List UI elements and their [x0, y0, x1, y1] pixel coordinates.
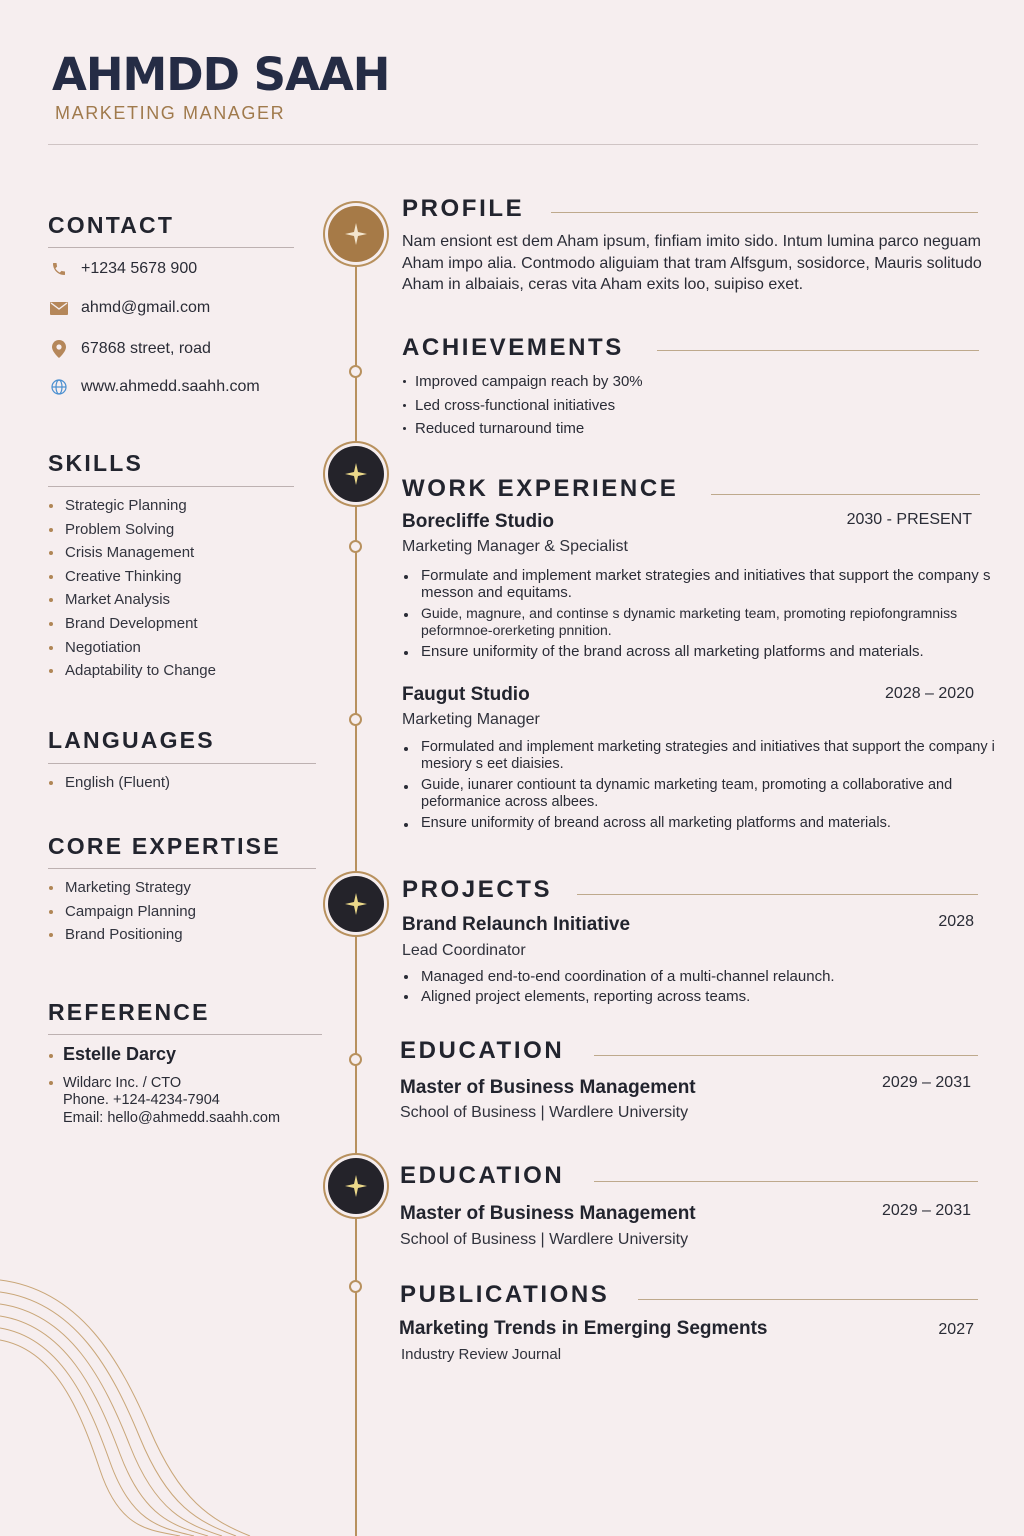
- skill-item: Creative Thinking: [48, 565, 216, 589]
- languages-heading: LANGUAGES: [48, 727, 215, 753]
- skill-item: Brand Development: [48, 612, 216, 636]
- reference-company: Wildarc Inc. / CTO: [48, 1074, 181, 1092]
- timeline-node-projects: [328, 876, 384, 932]
- timeline-node-profile: [328, 206, 384, 262]
- publications-divider: [638, 1299, 978, 1300]
- education-degree: Master of Business Management: [400, 1077, 696, 1098]
- education-heading: EDUCATION: [400, 1162, 565, 1189]
- project-bullet: Managed end-to-end coordination of a multi-channel relaunch.: [402, 967, 835, 987]
- achievement-item: Led cross-functional initiatives: [402, 394, 643, 418]
- project-bullet: Aligned project elements, reporting across teams.: [402, 987, 835, 1007]
- timeline-dot: [349, 365, 362, 378]
- skill-item: Market Analysis: [48, 588, 216, 612]
- education-dates: 2029 – 2031: [882, 1074, 971, 1091]
- job-company: Borecliffe Studio: [402, 511, 555, 532]
- job-bullet: Guide, iunarer contiount ta dynamic marketing team, promoting a collaborative and peformanice across albees.: [402, 777, 1002, 811]
- job-role: Marketing Manager: [402, 711, 540, 728]
- reference-divider: [48, 1034, 322, 1035]
- sparkle-icon: [344, 462, 368, 486]
- project-role: Lead Coordinator: [402, 942, 526, 959]
- job-bullet: Formulate and implement market strategies and initiatives that support the company s messon and equitams.: [402, 567, 1014, 601]
- resume-name: AHMDD SAAH: [52, 48, 390, 101]
- job-bullets: [402, 739, 1002, 836]
- education-school: School of Business | Wardlere University: [400, 1231, 689, 1248]
- expertise-item: Marketing Strategy: [48, 876, 196, 900]
- publications-heading: PUBLICATIONS: [400, 1281, 610, 1308]
- job-bullet: Ensure uniformity of breand across all marketing platforms and materials.: [402, 815, 1002, 832]
- contact-address-row: [48, 340, 211, 358]
- education-divider: [594, 1055, 978, 1056]
- project-year: 2028: [938, 913, 974, 930]
- education-school: School of Business | Wardlere University: [400, 1104, 689, 1121]
- sparkle-icon: [344, 1174, 368, 1198]
- timeline-dot: [349, 1053, 362, 1066]
- job-bullet: Ensure uniformity of the brand across all marketing platforms and materials.: [402, 643, 1014, 660]
- contact-phone: +1234 5678 900: [81, 260, 198, 277]
- languages-list: [48, 771, 170, 795]
- expertise-item: Brand Positioning: [48, 923, 196, 947]
- contact-email-row: [48, 299, 210, 317]
- phone-icon: [48, 260, 70, 278]
- languages-divider: [48, 763, 316, 764]
- profile-heading: PROFILE: [402, 195, 525, 222]
- job-dates: 2030 - PRESENT: [846, 511, 972, 528]
- achievements-divider: [657, 350, 979, 351]
- projects-divider: [577, 894, 978, 895]
- contact-address: 67868 street, road: [81, 340, 211, 357]
- expertise-item: Campaign Planning: [48, 900, 196, 924]
- sparkle-icon: [344, 222, 368, 246]
- core-expertise-divider: [48, 868, 316, 869]
- projects-heading: PROJECTS: [402, 876, 553, 903]
- achievement-item: Reduced turnaround time: [402, 417, 643, 441]
- skill-item: Strategic Planning: [48, 494, 216, 518]
- skill-item: Adaptability to Change: [48, 659, 216, 683]
- profile-divider: [551, 212, 978, 213]
- job-bullet: Guide, magnure, and continse s dynamic marketing team, promoting repiofongramniss peformnoe-orerketing pnnition.: [402, 605, 1014, 639]
- reference-name: Estelle Darcy: [48, 1044, 176, 1065]
- contact-heading: CONTACT: [48, 212, 175, 238]
- education-dates: 2029 – 2031: [882, 1202, 971, 1219]
- job-bullet: Formulated and implement marketing strategies and initiatives that support the company i mesiory s eet diaisies.: [402, 739, 1002, 773]
- timeline-dot: [349, 540, 362, 553]
- achievement-item: Improved campaign reach by 30%: [402, 370, 643, 394]
- core-expertise-list: [48, 876, 196, 947]
- timeline-node-education: [328, 1158, 384, 1214]
- skills-heading: SKILLS: [48, 450, 143, 476]
- contact-phone-row: [48, 260, 197, 278]
- profile-text: Nam ensiont est dem Aham ipsum, finfiam imito sido. Intum lumina parco neguam Aham impo alia. Contmodo aliguiam that tram Alfsgum, sosidorce, Mauris solitudo Aham in albaiais, ceras vita Aham exits loo, suipiso exet.: [402, 233, 982, 293]
- education-degree: Master of Business Management: [400, 1203, 696, 1224]
- timeline-dot: [349, 713, 362, 726]
- decorative-wave-lines: [0, 1270, 260, 1536]
- project-bullets: [402, 967, 835, 1007]
- work-experience-divider: [711, 494, 980, 495]
- reference-heading: REFERENCE: [48, 999, 210, 1025]
- publication-title: Marketing Trends in Emerging Segments: [399, 1318, 768, 1339]
- achievements-heading: ACHIEVEMENTS: [402, 334, 624, 361]
- reference-email[interactable]: Email: hello@ahmedd.saahh.com: [63, 1110, 281, 1126]
- language-item: English (Fluent): [48, 771, 170, 795]
- timeline-node-work: [328, 446, 384, 502]
- header-divider: [48, 144, 978, 145]
- project-title: Brand Relaunch Initiative: [402, 914, 631, 935]
- core-expertise-heading: CORE EXPERTISE: [48, 833, 281, 859]
- job-company: Faugut Studio: [402, 684, 530, 705]
- contact-website[interactable]: www.ahmedd.saahh.com: [81, 378, 260, 395]
- contact-email[interactable]: ahmd@gmail.com: [81, 299, 211, 316]
- job-dates: 2028 – 2020: [885, 685, 974, 702]
- work-experience-heading: WORK EXPERIENCE: [402, 475, 679, 502]
- location-pin-icon: [48, 340, 70, 358]
- mail-icon: [48, 299, 70, 317]
- job-bullets: [402, 567, 1014, 664]
- education-divider: [594, 1181, 978, 1182]
- contact-website-row: [48, 378, 260, 396]
- resume-job-title: MARKETING MANAGER: [55, 103, 286, 123]
- globe-icon: [48, 378, 70, 396]
- publication-journal: Industry Review Journal: [401, 1346, 562, 1363]
- sparkle-icon: [344, 892, 368, 916]
- achievements-list: [402, 370, 643, 441]
- publication-year: 2027: [938, 1321, 974, 1338]
- skills-list: [48, 494, 216, 683]
- skill-item: Crisis Management: [48, 541, 216, 565]
- skill-item: Problem Solving: [48, 518, 216, 542]
- reference-phone: Phone. +124-4234-7904: [63, 1092, 220, 1108]
- timeline-dot: [349, 1280, 362, 1293]
- education-heading: EDUCATION: [400, 1037, 565, 1064]
- job-role: Marketing Manager & Specialist: [402, 538, 628, 555]
- skills-divider: [48, 486, 294, 487]
- contact-divider: [48, 247, 294, 248]
- skill-item: Negotiation: [48, 636, 216, 660]
